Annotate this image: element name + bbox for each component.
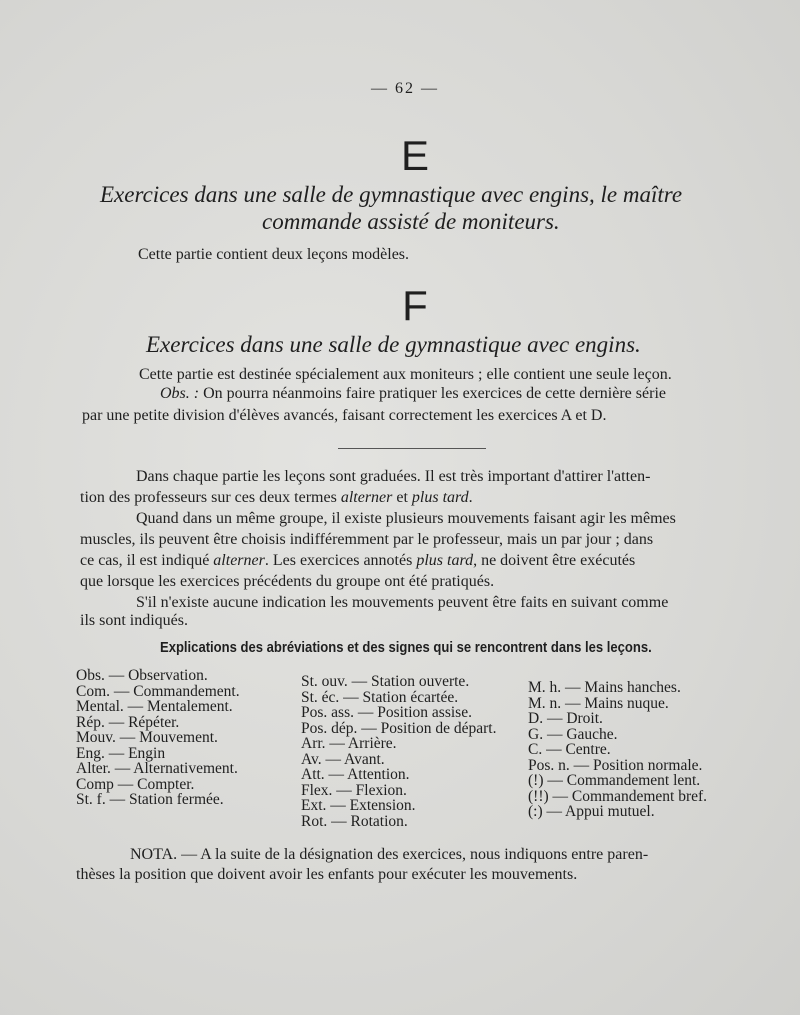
- abbreviation-item: G. — Gauche.: [528, 725, 618, 743]
- abbreviation-item: Com. — Commandement.: [76, 682, 240, 700]
- separator-rule: [338, 448, 486, 449]
- abbreviation-item: Mouv. — Mouvement.: [76, 729, 218, 746]
- abbreviation-item: Arr. — Arrière.: [301, 735, 397, 752]
- page-number: — 62 —: [371, 80, 439, 97]
- paragraph1-line1: Dans chaque partie les leçons sont graduées. Il est très important d'attirer l'atten-: [136, 468, 651, 485]
- nota-line1: NOTA. — A la suite de la désignation des exercices, nous indiquons entre paren-: [130, 846, 649, 863]
- section-e-letter: E: [400, 132, 429, 179]
- abbreviation-item: Ext. — Extension.: [301, 797, 416, 814]
- section-f-obs-line2: par une petite division d'élèves avancés, faisant correctement les exercices A et D.: [82, 407, 607, 424]
- abbreviation-item: (!!) — Commandement bref.: [528, 787, 708, 805]
- abbreviation-item: D. — Droit.: [528, 710, 603, 727]
- abbreviation-item: Pos. ass. — Position assise.: [301, 704, 472, 721]
- text-run: , ne doivent être exécutés: [473, 552, 636, 569]
- abbreviation-item: Flex. — Flexion.: [301, 781, 407, 799]
- abbreviations-column-1: [76, 668, 240, 808]
- abbreviation-item: Rot. — Rotation.: [301, 812, 408, 830]
- obs-text: On pourra néanmoins faire pratiquer les exercices de cette dernière série: [199, 385, 666, 402]
- section-f-obs: [160, 385, 666, 403]
- section-e-title-line2: commande assisté de moniteurs.: [262, 209, 560, 234]
- abbreviation-item: Rép. — Répéter.: [76, 713, 180, 731]
- abbreviation-item: St. ouv. — Station ouverte.: [301, 673, 470, 690]
- paragraph3-line2: ils sont indiqués.: [80, 612, 189, 629]
- text-run: ce cas, il est indiqué: [80, 552, 214, 569]
- abbreviation-item: (:) — Appui mutuel.: [528, 803, 655, 820]
- abbreviation-item: Obs. — Observation.: [76, 667, 208, 684]
- text-run: tion des professeurs sur ces deux termes: [80, 489, 341, 506]
- paragraph2-line1: Quand dans un même groupe, il existe plusieurs mouvements faisant agir les mêmes: [136, 510, 676, 527]
- paragraph1-line2: [80, 489, 473, 507]
- abbreviation-item: Av. — Avant.: [301, 750, 385, 768]
- text-run: et: [392, 489, 412, 506]
- paragraph2-line4: que lorsque les exercices précédents du groupe ont été pratiqués.: [80, 573, 495, 590]
- term-plus-tard: plus tard: [416, 552, 474, 569]
- section-e-text: Cette partie contient deux leçons modèles.: [138, 246, 410, 263]
- section-f-letter: F: [402, 282, 428, 329]
- paragraph2-line3: [80, 552, 635, 570]
- abbreviation-item: St. éc. — Station écartée.: [301, 688, 459, 706]
- abbreviation-item: Eng. — Engin: [76, 744, 166, 762]
- term-alterner: alterner: [213, 552, 265, 569]
- nota-line2: thèses la position que doivent avoir les enfants pour exécuter les mouvements.: [76, 866, 578, 883]
- paragraph2-line2: muscles, ils peuvent être choisis indifféremment par le professeur, mais un par jour ; dans: [80, 531, 654, 548]
- section-e-title-line1: Exercices dans une salle de gymnastique avec engins, le maître: [100, 182, 683, 207]
- abbreviation-item: Alter. — Alternativement.: [76, 760, 238, 777]
- abbreviation-item: Pos. dép. — Position de départ.: [301, 719, 497, 737]
- obs-label: Obs. :: [160, 385, 200, 402]
- abbreviation-item: M. h. — Mains hanches.: [528, 679, 681, 696]
- paragraph3-line1: S'il n'existe aucune indication les mouvements peuvent être faits en suivant comme: [136, 594, 669, 611]
- abbreviation-item: (!) — Commandement lent.: [528, 772, 701, 789]
- abbreviation-item: Att. — Attention.: [301, 766, 410, 783]
- text-run: . Les exercices annotés: [264, 552, 417, 569]
- abbreviation-item: St. f. — Station fermée.: [76, 791, 224, 808]
- abbreviation-item: M. n. — Mains nuque.: [528, 694, 669, 712]
- abbreviation-item: C. — Centre.: [528, 741, 611, 758]
- abbreviation-item: Comp — Compter.: [76, 775, 195, 793]
- section-f-line1: Cette partie est destinée spécialement aux moniteurs ; elle contient une seule leçon.: [139, 366, 672, 383]
- abbreviations-column-2: [301, 674, 496, 829]
- text-run: .: [468, 489, 473, 506]
- abbreviations-column-3: [528, 680, 707, 820]
- abbreviation-item: Pos. n. — Position normale.: [528, 756, 703, 774]
- term-alterner: alterner: [340, 489, 393, 506]
- explications-heading: Explications des abréviations et des signes qui se rencontrent dans les leçons.: [160, 640, 652, 656]
- term-plus-tard: plus tard: [411, 489, 469, 506]
- section-f-title: Exercices dans une salle de gymnastique avec engins.: [146, 332, 641, 357]
- abbreviation-item: Mental. — Mentalement.: [76, 698, 233, 715]
